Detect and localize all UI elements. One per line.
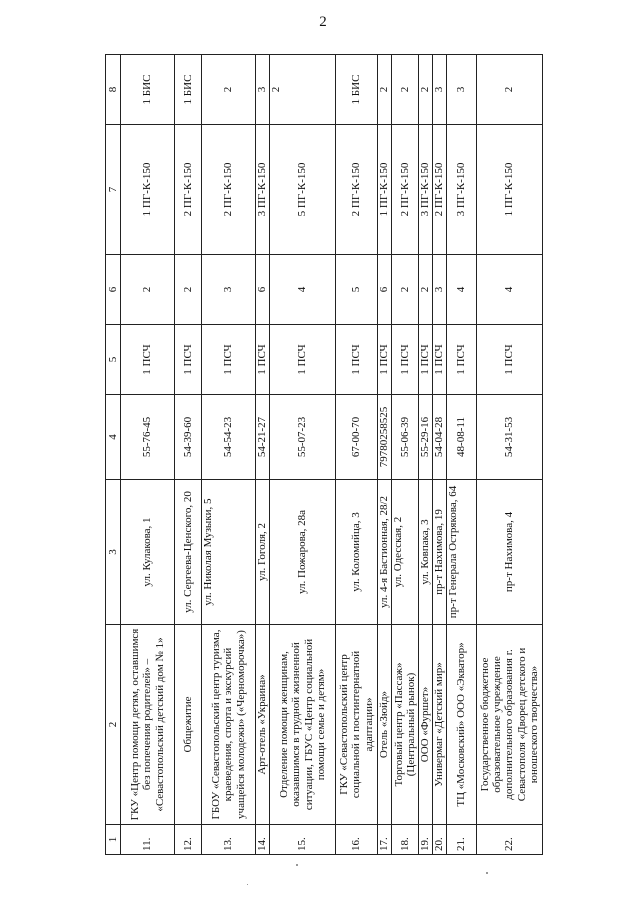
organization-name: Универмаг «Детский мир» [433, 625, 447, 825]
fire-station: 1 ПСЧ [336, 325, 378, 395]
column-6-value: 2 [121, 255, 175, 325]
fire-station: 1 ПСЧ [270, 325, 336, 395]
table-row [121, 55, 175, 855]
column-6-value: 6 [256, 255, 270, 325]
phone: 55-06-39 [392, 395, 419, 480]
fire-station: 1 ПСЧ [378, 325, 392, 395]
address: пр-т Нахимова, 4 [477, 480, 543, 625]
column-6-value: 2 [419, 255, 433, 325]
organization-name: ГКУ «Центр помощи детям, оставшимся без попечения родителей» – «Севастопольский детский дом № 1» [121, 625, 175, 825]
rotated-table-wrapper [105, 55, 540, 855]
organization-name: Отель «Зюйд» [378, 625, 392, 825]
column-6-value: 2 [392, 255, 419, 325]
phone: 54-04-28 [433, 395, 447, 480]
address: ул. Пожарова, 28а [270, 480, 336, 625]
column-6-value: 3 [433, 255, 447, 325]
hydrant-value: 1 ПГ-К-150 [121, 125, 175, 255]
address: ул. Коломийца, 3 [336, 480, 378, 625]
organization-name: Отделение помощи женщинам, оказавшимся в трудной жизненной ситуации, ГБУС «Центр социальной помощи семье и детям» [270, 625, 336, 825]
address: ул. 4-я Бастионная, 28/2 [378, 480, 392, 625]
organization-name: Общежитие [175, 625, 202, 825]
column-8-value: 2 [392, 55, 419, 125]
table-row [336, 55, 378, 855]
fire-station: 1 ПСЧ [121, 325, 175, 395]
row-number: 21. [447, 825, 477, 855]
column-8-value: 3 [433, 55, 447, 125]
phone: 55-29-16 [419, 395, 433, 480]
header-cell: 5 [106, 325, 121, 395]
scan-speck [296, 864, 298, 866]
column-8-value: 3 [256, 55, 270, 125]
hydrant-value: 3 ПГ-К-150 [256, 125, 270, 255]
column-8-value: 2 [477, 55, 543, 125]
phone: 54-31-53 [477, 395, 543, 480]
column-8-value: 2 [378, 55, 392, 125]
fire-station: 1 ПСЧ [433, 325, 447, 395]
row-number: 14. [256, 825, 270, 855]
header-cell: 8 [106, 55, 121, 125]
hydrant-value: 5 ПГ-К-150 [270, 125, 336, 255]
column-6-value: 4 [477, 255, 543, 325]
column-6-value: 5 [336, 255, 378, 325]
row-number: 19. [419, 825, 433, 855]
column-8-value: 2 [270, 55, 336, 125]
scan-speck [247, 884, 248, 885]
table-row [256, 55, 270, 855]
hydrant-value: 2 ПГ-К-150 [433, 125, 447, 255]
phone: 67-00-70 [336, 395, 378, 480]
hydrant-value: 2 ПГ-К-150 [175, 125, 202, 255]
phone: 48-08-11 [447, 395, 477, 480]
fire-station: 1 ПСЧ [447, 325, 477, 395]
column-8-value: 2 [202, 55, 256, 125]
column-6-value: 2 [175, 255, 202, 325]
row-number: 11. [121, 825, 175, 855]
hydrant-table [105, 54, 543, 855]
table-row [175, 55, 202, 855]
hydrant-value: 1 ПГ-К-150 [378, 125, 392, 255]
row-number: 16. [336, 825, 378, 855]
column-6-value: 3 [202, 255, 256, 325]
hydrant-value: 2 ПГ-К-150 [202, 125, 256, 255]
row-number: 20. [433, 825, 447, 855]
phone: 79780258525 [378, 395, 392, 480]
address: ул. Гоголя, 2 [256, 480, 270, 625]
row-number: 17. [378, 825, 392, 855]
header-cell: 1 [106, 825, 121, 855]
organization-name: Торговый центр «Пассаж» (Центральный рынок) [392, 625, 419, 825]
address: ул. Ковпака, 3 [419, 480, 433, 625]
organization-name: ГБОУ «Севастопольский центр туризма, краеведения, спорта и экскурсий учащейся молодежи» («Черноморочка») [202, 625, 256, 825]
phone: 55-76-45 [121, 395, 175, 480]
column-8-value: 3 [447, 55, 477, 125]
phone: 55-07-23 [270, 395, 336, 480]
address: пр-т Нахимова, 19 [433, 480, 447, 625]
hydrant-value: 3 ПГ-К-150 [447, 125, 477, 255]
table-row [202, 55, 256, 855]
column-6-value: 4 [447, 255, 477, 325]
table-row [270, 55, 336, 855]
organization-name: Арт-отель «Украина» [256, 625, 270, 825]
header-cell: 2 [106, 625, 121, 825]
fire-station: 1 ПСЧ [392, 325, 419, 395]
page-number: 2 [319, 14, 327, 30]
table-row [378, 55, 392, 855]
address: пр-т Генерала Острякова, 64 [447, 480, 477, 625]
row-number: 22. [477, 825, 543, 855]
row-number: 12. [175, 825, 202, 855]
table-row [392, 55, 419, 855]
organization-name: ТЦ «Московский» ООО «Экватор» [447, 625, 477, 825]
phone: 54-54-23 [202, 395, 256, 480]
column-8-value: 1 БИС [175, 55, 202, 125]
hydrant-value: 2 ПГ-К-150 [336, 125, 378, 255]
column-6-value: 4 [270, 255, 336, 325]
column-6-value: 6 [378, 255, 392, 325]
row-number: 13. [202, 825, 256, 855]
header-row [106, 55, 121, 855]
header-cell: 6 [106, 255, 121, 325]
table-row [419, 55, 433, 855]
organization-name: Государственное бюджетное образовательное учреждение дополнительного образования г. Севастополя «Дворец детского и юношеского творчества» [477, 625, 543, 825]
fire-station: 1 ПСЧ [175, 325, 202, 395]
table-row [477, 55, 543, 855]
header-cell: 3 [106, 480, 121, 625]
phone: 54-21-27 [256, 395, 270, 480]
header-cell: 4 [106, 395, 121, 480]
column-8-value: 1 БИС [121, 55, 175, 125]
fire-station: 1 ПСЧ [477, 325, 543, 395]
table-row [433, 55, 447, 855]
address: ул. Николая Музыки, 5 [202, 480, 256, 625]
hydrant-value: 1 ПГ-К-150 [477, 125, 543, 255]
column-8-value: 2 [419, 55, 433, 125]
address: ул. Сергеева-Ценского, 20 [175, 480, 202, 625]
column-8-value: 1 БИС [336, 55, 378, 125]
address: ул. Одесская, 2 [392, 480, 419, 625]
row-number: 18. [392, 825, 419, 855]
hydrant-value: 3 ПГ-К-150 [419, 125, 433, 255]
fire-station: 1 ПСЧ [202, 325, 256, 395]
organization-name: ООО «Фуршет» [419, 625, 433, 825]
header-cell: 7 [106, 125, 121, 255]
phone: 54-39-60 [175, 395, 202, 480]
scan-speck [486, 872, 488, 874]
row-number: 15. [270, 825, 336, 855]
fire-station: 1 ПСЧ [419, 325, 433, 395]
hydrant-value: 2 ПГ-К-150 [392, 125, 419, 255]
organization-name: ГКУ «Севастопольский центр социальной и постинтернатной адаптации» [336, 625, 378, 825]
address: ул. Кулакова, 1 [121, 480, 175, 625]
table-row [447, 55, 477, 855]
fire-station: 1 ПСЧ [256, 325, 270, 395]
